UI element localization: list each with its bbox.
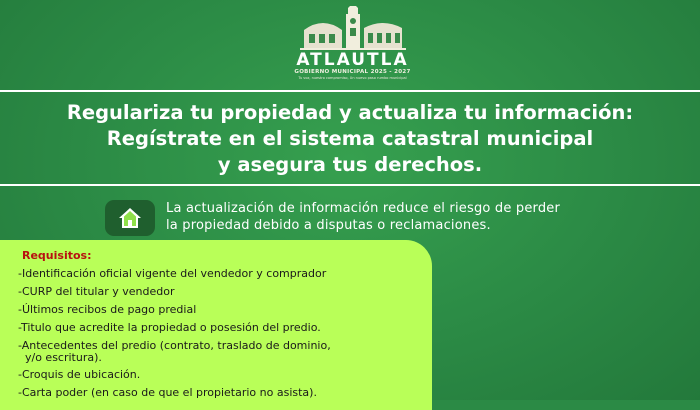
- municipal-logo: [290, 6, 415, 86]
- logo-tagline: Tu voz, nuestro compromiso, Un nuevo paso rumbo municipal: [298, 76, 407, 80]
- headline-line-1: Regulariza tu propiedad y actualiza tu información:: [66, 101, 634, 124]
- requirement-item: -Últimos recibos de pago predial: [18, 303, 197, 316]
- info-line-1: La actualización de información reduce el riesgo de perder: [166, 201, 561, 216]
- info-line-2: la propiedad debido a disputas o reclamaciones.: [166, 218, 491, 233]
- headline-line-2: Regístrate en el sistema catastral municipal: [106, 127, 594, 150]
- requirements-title: Requisitos:: [22, 249, 92, 262]
- requirement-item: -CURP del titular y vendedor: [18, 285, 175, 298]
- requirement-item: -Identificación oficial vigente del vendedor y comprador: [18, 267, 327, 280]
- requirement-item: -Carta poder (en caso de que el propietario no asista).: [18, 386, 317, 399]
- headline-banner: [0, 90, 700, 186]
- house-badge: [105, 200, 155, 236]
- logo-name: ATLAUTLA: [296, 50, 409, 70]
- headline-line-3: y asegura tus derechos.: [217, 153, 483, 176]
- logo-government: GOBIERNO MUNICIPAL 2025 - 2027: [294, 69, 411, 75]
- requirements-panel: [0, 240, 432, 410]
- requirement-item: -Antecedentes del predio (contrato, traslado de dominio,: [18, 339, 331, 352]
- requirement-item: -Titulo que acredite la propiedad o posesión del predio.: [18, 321, 321, 334]
- town-skyline-icon: [298, 6, 408, 50]
- house-icon: [118, 206, 142, 230]
- requirement-item: -Croquis de ubicación.: [18, 368, 141, 381]
- requirement-item: y/o escritura).: [18, 351, 102, 364]
